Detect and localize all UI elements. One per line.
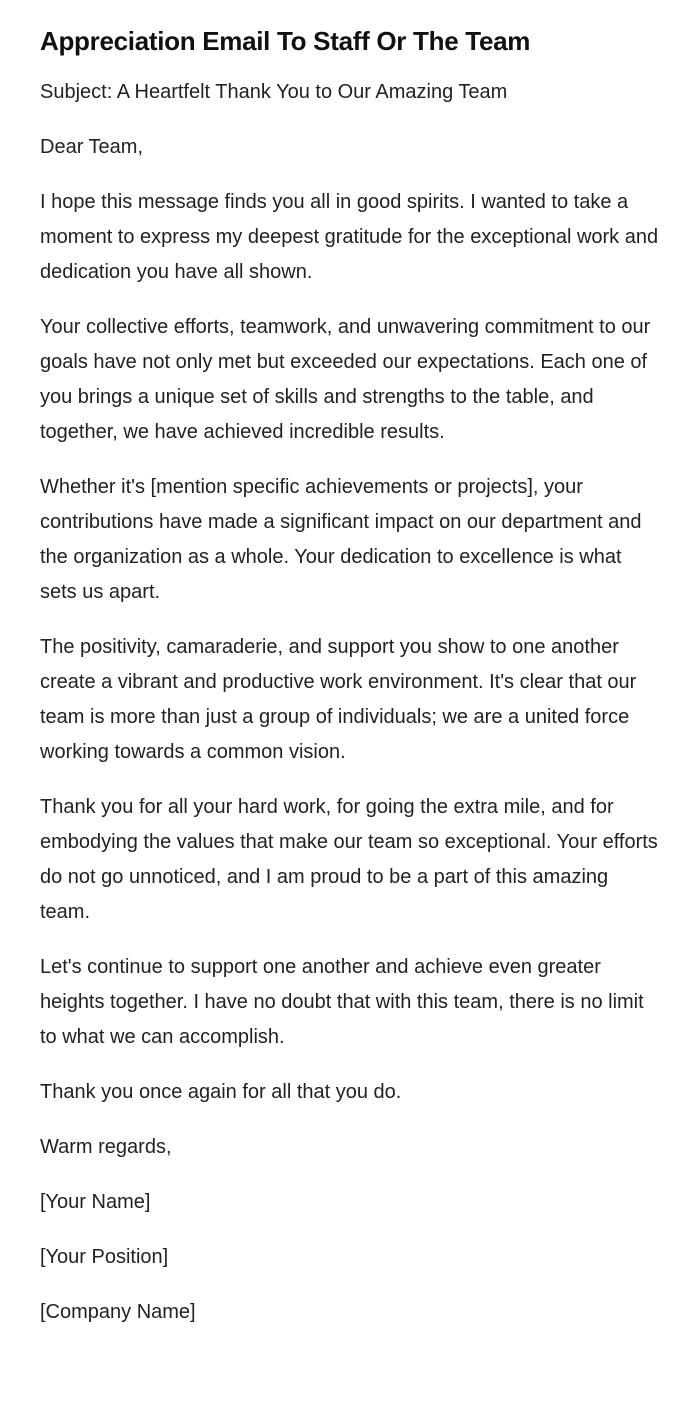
signature-company: [Company Name] [40,1301,196,1323]
body-paragraph: The positivity, camaraderie, and support you show to one another create a vibrant and productive work environment. It's clear that our team is more than just a group of individuals; we are a united force working towards a common vision. [40,636,637,763]
body-paragraph: Your collective efforts, teamwork, and unwavering commitment to our goals have not only met but exceeded our expectations. Each one of you brings a unique set of skills and strengths to the table, and together, we have achieved incredible results. [40,316,651,443]
body-paragraph: Let's continue to support one another and achieve even greater heights together. I have no doubt that with this team, there is no limit to what we can accomplish. [40,956,644,1048]
body-paragraph: Thank you for all your hard work, for going the extra mile, and for embodying the values that make our team so exceptional. Your efforts do not go unnoticed, and I am proud to be a part of this amazing team. [40,796,658,923]
email-greeting: Dear Team, [40,136,144,158]
body-paragraph: I hope this message finds you all in good spirits. I wanted to take a moment to express my deepest gratitude for the exceptional work and dedication you have all shown. [40,191,659,283]
email-closing: Warm regards, [40,1136,172,1158]
body-paragraph: Thank you once again for all that you do. [40,1081,402,1103]
email-subject: Subject: A Heartfelt Thank You to Our Amazing Team [40,81,508,103]
signature-name: [Your Name] [40,1191,151,1213]
signature-position: [Your Position] [40,1246,169,1268]
document-title: Appreciation Email To Staff Or The Team [40,26,531,56]
body-paragraph: Whether it's [mention specific achievements or projects], your contributions have made a significant impact on our department and the organization as a whole. Your dedication to excellence is what sets us apart. [40,476,642,603]
